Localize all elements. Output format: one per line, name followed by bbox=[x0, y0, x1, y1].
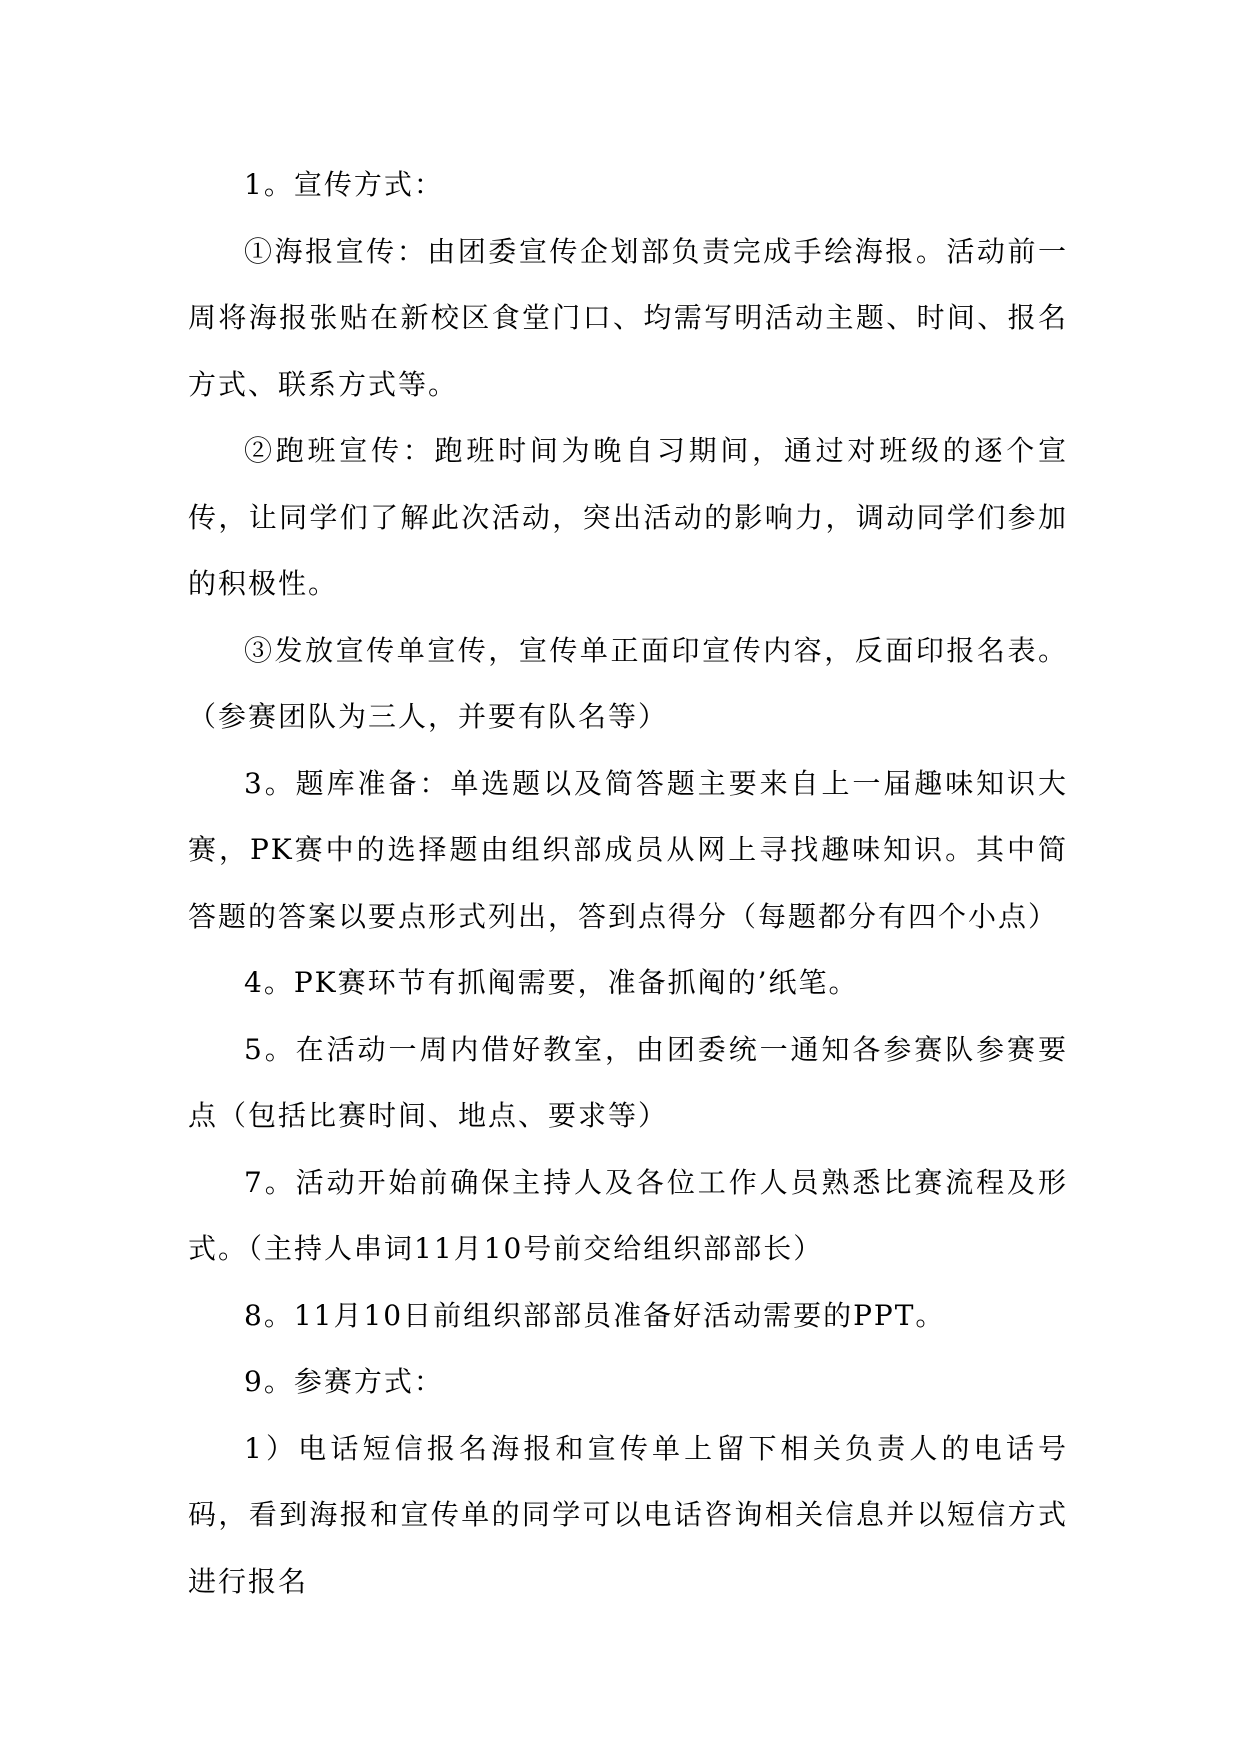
paragraph-pk-lottery: 4。PK赛环节有抓阄需要，准备抓阄的’纸笔。 bbox=[244, 966, 859, 999]
paragraph-host-preparation: 7。活动开始前确保主持人及各位工作人员熟悉比赛流程及形式。（主持人串词11月10号前交给组织部部长） bbox=[188, 1165, 1068, 1265]
paragraph-registration-methods: 9。参赛方式： bbox=[244, 1365, 444, 1398]
paragraph-flyer-publicity: ③发放宣传单宣传，宣传单正面印宣传内容，反面印报名表。（参赛团队为三人，并要有队名等） bbox=[188, 633, 1068, 733]
paragraph-classroom-booking: 5。在活动一周内借好教室，由团委统一通知各参赛队参赛要点（包括比赛时间、地点、要求等） bbox=[188, 1032, 1068, 1132]
paragraph-publicity-methods: 1。宣传方式： bbox=[244, 168, 444, 201]
paragraph-question-bank: 3。题库准备：单选题以及简答题主要来自上一届趣味知识大赛，PK赛中的选择题由组织部成员从网上寻找趣味知识。其中简答题的答案以要点形式列出，答到点得分（每题都分有四个小点） bbox=[188, 766, 1068, 933]
paragraph-ppt-preparation: 8。11月10日前组织部部员准备好活动需要的PPT。 bbox=[244, 1298, 946, 1332]
paragraph-class-visit-publicity: ②跑班宣传：跑班时间为晚自习期间，通过对班级的逐个宣传，让同学们了解此次活动，突出活动的影响力，调动同学们参加的积极性。 bbox=[188, 434, 1068, 600]
paragraph-poster-publicity: ①海报宣传：由团委宣传企划部负责完成手绘海报。活动前一周将海报张贴在新校区食堂门口、均需写明活动主题、时间、报名方式、联系方式等。 bbox=[188, 234, 1068, 401]
document-body bbox=[188, 152, 1068, 1615]
paragraph-sms-registration: 1）电话短信报名海报和宣传单上留下相关负责人的电话号码，看到海报和宣传单的同学可以电话咨询相关信息并以短信方式进行报名 bbox=[188, 1431, 1068, 1598]
